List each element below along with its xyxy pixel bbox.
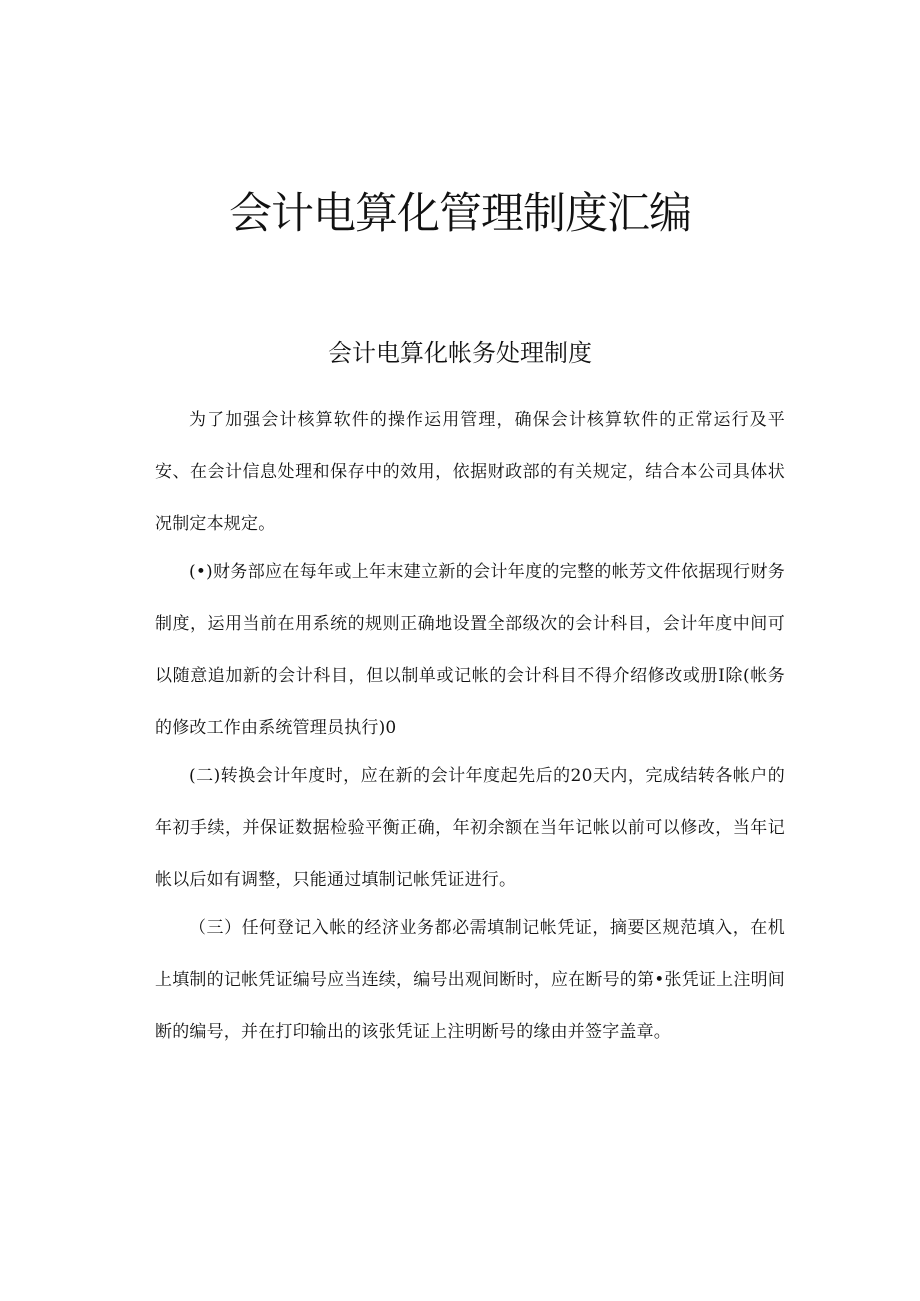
- paragraph-item-1: (•)财务部应在每年或上年末建立新的会计年度的完整的帐芳文件依据现行财务制度，运用当前在用系统的规则正确地设置全部级次的会计科目，会计年度中间可以随意追加新的会计科目，但以制单或记帐的会计科目不得介绍修改或册I除(帐务的修改工作由系统管理员执行)0: [155, 562, 785, 738]
- paragraph-item-2: (二)转换会计年度时，应在新的会计年度起先后的20天内，完成结转各帐户的年初手续，并保证数据检验平衡正确，年初余额在当年记帐以前可以修改，当年记帐以后如有调整，只能通过填制记帐凭证进行。: [155, 766, 785, 890]
- document-title: 会计电算化管理制度汇编: [229, 189, 691, 239]
- section-title: 会计电算化帐务处理制度: [328, 339, 592, 367]
- paragraph-intro: 为了加强会计核算软件的操作运用管理，确保会计核算软件的正常运行及平安、在会计信息处理和保存中的效用，依据财政部的有关规定，结合本公司具体状况制定本规定。: [155, 410, 785, 534]
- paragraph-item-3: （三）任何登记入帐的经济业务都必需填制记帐凭证，摘要区规范填入，在机上填制的记帐凭证编号应当连续，编号出观间断时，应在断号的第•张凭证上注明间断的编号，并在打印输出的该张凭证上注明断号的缘由并签字盖章。: [155, 918, 785, 1042]
